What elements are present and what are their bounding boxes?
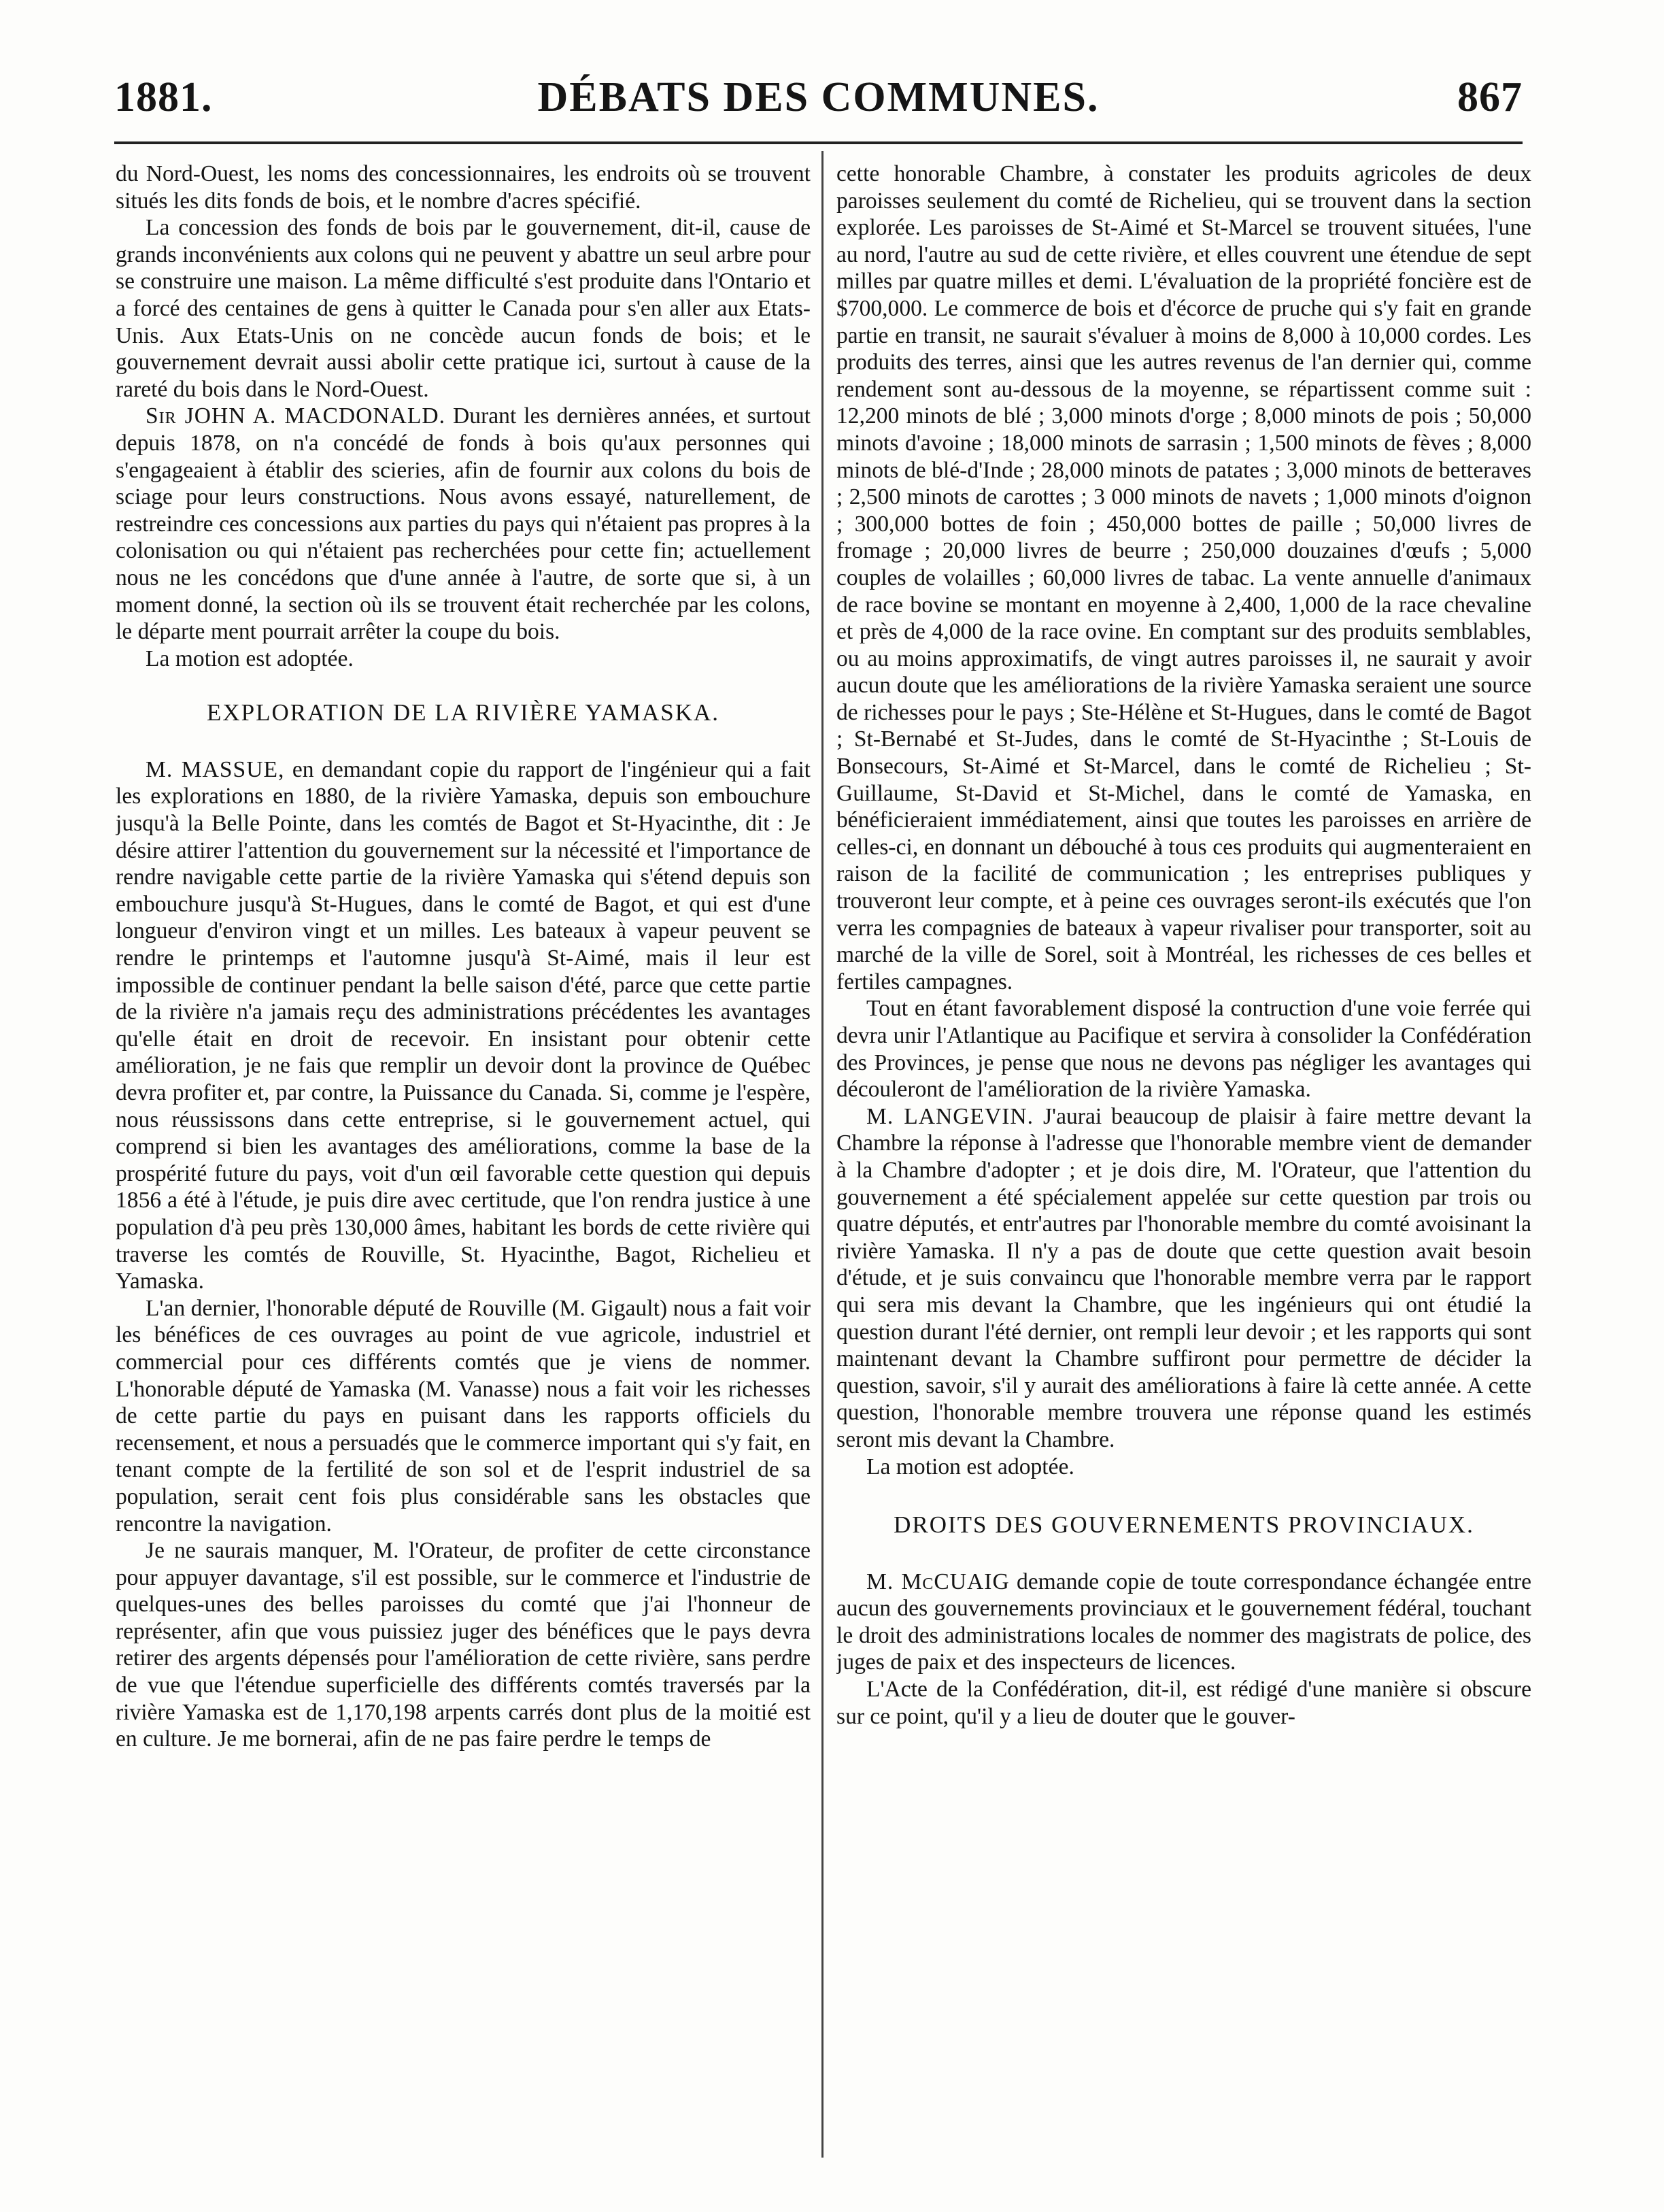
speech-text: Durant les dernières années, et surtout depuis 1878, on n'a concédé de fonds à bois qu'aux personnes qui s'engageaient à établir des scieries, afin de fournir aux colons du bois de sciage pour leurs constructions. Nous avons essayé, naturellement, de restreindre ces concessions aux parties du pays qui n'étaient pas propres à la colonisation ou qui n'étaient pas recherchées pour cette fin; actuellement nous ne les concédons que d'une année à l'autre, de sorte que si, à un moment donné, la section où ils se trouvent était recherchée par les colons, le départe ment pourrait arrêter la coupe du bois. bbox=[116, 403, 811, 645]
speaker-name: Sir JOHN A. MACDONALD. bbox=[146, 403, 446, 429]
speaker-name: M. MASSUE, bbox=[146, 756, 285, 782]
speaker-name: M. LANGEVIN. bbox=[866, 1103, 1034, 1129]
paragraph: du Nord-Ouest, les noms des concessionnaires, les endroits où se trouvent situés les dits fonds de bois, et le nombre d'acres spécifié. bbox=[116, 161, 811, 214]
paragraph: L'an dernier, l'honorable député de Rouville (M. Gigault) nous a fait voir les bénéfices de ces ouvrages au point de vue agricole, industriel et commercial pour ces différents comtés que je viens de nommer. L'honorable député de Yamaska (M. Vanasse) nous a fait voir les richesses de cette partie du pays en puisant dans les rapports officiels du recensement, et nous a persuadés que le commerce important qui s'y fait, en tenant compte de la fertilité de son sol et de l'esprit industriel de sa population, serait cent fois plus considérable sans les obstacles que rencontre la navigation. bbox=[116, 1295, 811, 1537]
header-title: DÉBATS DES COMMUNES. bbox=[537, 74, 1100, 120]
header-year: 1881. bbox=[114, 74, 213, 120]
speech-text: J'aurai beaucoup de plaisir à faire mettre devant la Chambre la réponse à l'adresse que l'honorable membre vient de demander à la Chambre d'adopter ; et je dois dire, M. l'Orateur, que l'attention du gouvernement a été spécialement appelée sur cette question par trois ou quatre députés, et entr'autres par l'honorable membre du comté avoisinant la rivière Yamaska. Il n'y a pas de doute que cette question avait besoin d'étude, et je suis convaincu que l'honorable membre verra par le rapport qui sera mis devant la Chambre, que les ingénieurs qui ont étudié la question durant l'été dernier, ont rempli leur devoir ; et les rapports qui sont maintenant devant la Chambre suffiront pour permettre de décider la question, savoir, s'il y aurait des améliorations à faire là cette année. A cette question, l'honorable membre trouvera une réponse quand les estimés seront mis devant la Chambre. bbox=[836, 1103, 1531, 1452]
paragraph: La motion est adoptée. bbox=[146, 646, 354, 671]
right-column bbox=[836, 161, 1531, 2167]
header-rule bbox=[114, 141, 1523, 144]
speaker-name: M. McCUAIG bbox=[866, 1569, 1010, 1594]
left-column bbox=[116, 161, 811, 2167]
paragraph bbox=[116, 756, 811, 1295]
paragraph: Je ne saurais manquer, M. l'Orateur, de profiter de cette circonstance pour appuyer davantage, s'il est possible, sur le commerce et l'industrie de quelques-unes des belles paroisses du comté que j'ai l'honneur de représenter, afin que vous puissiez juger des bénéfices que le pays devra retirer des argents dépensés pour l'amélioration de cette rivière, sans perdre de vue que l'étendue superficielle des différents comtés traversés par la rivière Yamaska est de 1,170,198 arpents carrés dont plus de la moitié est en culture. Je me bornerai, afin de ne pas faire perdre le temps de bbox=[116, 1538, 811, 1752]
column-divider bbox=[821, 151, 823, 2158]
page-header bbox=[114, 73, 1523, 136]
paragraph: La concession des fonds de bois par le gouvernement, dit-il, cause de grands inconvénients aux colons qui ne peuvent y abattre un seul arbre pour se construire une maison. La même difficulté s'est produite dans l'Ontario et a forcé des centaines de gens à quitter le Canada pour s'en aller aux Etats-Unis. Aux Etats-Unis on ne concède aucun fonds de bois; et le gouvernement devrait aussi abolir cette pratique ici, surtout à cause de la rareté du bois dans le Nord-Ouest. bbox=[116, 215, 811, 402]
speech-text: en demandant copie du rapport de l'ingénieur qui a fait les explorations en 1880, de la rivière Yamaska, depuis son embouchure jusqu'à la Belle Pointe, dans les comtés de Bagot et St-Hyacinthe, dit : Je désire attirer l'attention du gouvernement sur la nécessité et l'importance de rendre navigable cette partie de la rivière Yamaska qui s'étend depuis son embouchure jusqu'à St-Hugues, dans le comté de Bagot, et qui est d'une longueur d'environ vingt et un milles. Les bateaux à vapeur peuvent se rendre le printemps et l'automne jusqu'à St-Aimé, mais il leur est impossible de continuer pendant la belle saison d'été, parce que cette partie de la rivière n'a jamais reçu des administrations précédentes les avantages qu'elle était en droit de recevoir. En insistant pour obtenir cette amélioration, je ne fais que remplir un devoir dont la province de Québec devra profiter et, par contre, la Puissance du Canada. Si, comme je l'espère, nous réussissons dans cette entreprise, si le gouvernement actuel, qui comprend si bien les avantages des améliorations, comme la base de la prospérité future du pays, voit d'un œil favorable cette question qui depuis 1856 a été à l'étude, je puis dire avec certitude, que l'on rendra justice à une population d'à peu près 130,000 âmes, habitant les bords de cette rivière qui traverse les comtés de Rouville, St. Hyacinthe, Bagot, Richelieu et Yamaska. bbox=[116, 756, 811, 1294]
header-page-number: 867 bbox=[1457, 74, 1523, 120]
paragraph bbox=[836, 1103, 1531, 1454]
paragraph bbox=[116, 403, 811, 645]
paragraph: Tout en étant favorablement disposé la contruction d'une voie ferrée qui devra unir l'Atlantique au Pacifique et servira à consolider la Confédération des Provinces, je pense que nous ne devons pas négliger les avantages qui découleront de l'amélioration de la rivière Yamaska. bbox=[836, 996, 1531, 1103]
section-heading: EXPLORATION DE LA RIVIÈRE YAMASKA. bbox=[206, 699, 720, 726]
section-heading: DROITS DES GOUVERNEMENTS PROVINCIAUX. bbox=[894, 1511, 1474, 1539]
paragraph: cette honorable Chambre, à constater les produits agricoles de deux paroisses seulement du comté de Richelieu, qui se trouvent dans la section explorée. Les paroisses de St-Aimé et St-Marcel se trouvent situées, l'une au nord, l'autre au sud de cette rivière, et elles couvrent une étendue de sept milles par quatre milles et demi. L'évaluation de la propriété foncière est de $700,000. Le commerce de bois et d'écorce de pruche qui s'y fait en grande partie en transit, ne saurait s'évaluer à moins de 8,000 à 10,000 cordes. Les produits des terres, ainsi que les autres revenus de l'an dernier qui, comme rendement sont au-dessous de la moyenne, se répartissent comme suit : 12,200 minots de blé ; 3,000 minots d'orge ; 8,000 minots de pois ; 50,000 minots d'avoine ; 18,000 minots de sarrasin ; 1,500 minots de fèves ; 8,000 minots de blé-d'Inde ; 28,000 minots de patates ; 3,000 minots de betteraves ; 2,500 minots de carottes ; 3 000 minots de navets ; 1,000 minots d'oignon ; 300,000 bottes de foin ; 450,000 bottes de paille ; 50,000 livres de fromage ; 20,000 livres de beurre ; 250,000 douzaines d'œufs ; 5,000 couples de volailles ; 60,000 livres de tabac. La vente annuelle d'animaux de race bovine se montant en moyenne à 2,400, 1,000 de la race chevaline et près de 4,000 de la race ovine. En comptant sur des produits semblables, ou au moins approximatifs, de vingt autres paroisses il, ne saurait y avoir aucun doute que les améliorations de la rivière Yamaska seraient une source de richesses pour le pays ; Ste-Hélène et St-Hugues, dans le comté de Bagot ; St-Bernabé et St-Judes, dans le comté de St-Hyacinthe ; St-Louis de Bonsecours, St-Aimé et St-Marcel, dans le comté de Richelieu ; St-Guillaume, St-David et St-Michel, dans le comté de Yamaska, en bénéficieraient immédiatement, ainsi que toutes les paroisses en arrière de celles-ci, en donnant un débouché à tous ces produits qui augmenteraient en raison de la facilité de communication ; les entreprises publiques y trouveront leur compte, et à peine ces ouvrages seront-ils exécutés que l'on verra les compagnies de bateaux à vapeur rivaliser pour transporter, soit au marché de la ville de Sorel, soit à Montréal, les richesses de ces belles et fertiles campagnes. bbox=[836, 161, 1531, 994]
speech-text: demande copie de toute correspondance échangée entre aucun des gouvernements provinciaux et le gouvernement fédéral, touchant le droit des administrations locales de nommer des magistrats de police, des juges de paix et des inspecteurs de licences. bbox=[836, 1569, 1531, 1675]
paragraph bbox=[836, 1569, 1531, 1676]
paragraph: La motion est adoptée. bbox=[866, 1454, 1074, 1479]
paragraph: L'Acte de la Confédération, dit-il, est rédigé d'une manière si obscure sur ce point, qu'il y a lieu de douter que le gouver- bbox=[836, 1677, 1531, 1729]
